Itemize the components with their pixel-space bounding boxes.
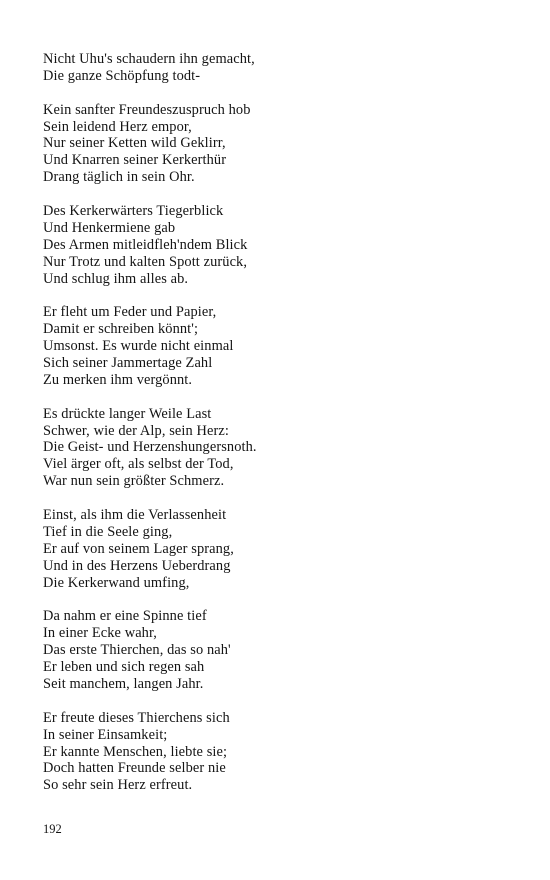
poem-line: Kein sanfter Freundeszuspruch hob <box>43 101 251 118</box>
poem-line: Zu merken ihm vergönnt. <box>43 371 193 388</box>
poem-line: Und Knarren seiner Kerkerthür <box>43 152 227 169</box>
poem-line: Tief in die Seele ging, <box>43 523 173 540</box>
poem-line: Seit manchem, langen Jahr. <box>43 675 204 692</box>
poem-line: Nur Trotz und kalten Spott zurück, <box>43 253 248 270</box>
poem-line: Die Geist- und Herzenshungersnoth. <box>43 439 257 456</box>
poem-line: Das erste Thierchen, das so nah' <box>43 642 231 659</box>
poem-line: Einst, als ihm die Verlassenheit <box>43 507 227 524</box>
page-number: 192 <box>43 822 62 836</box>
poem-line: Sich seiner Jammertage Zahl <box>43 355 213 372</box>
poem-line: Die Kerkerwand umfing, <box>43 574 190 591</box>
stanza-7 <box>43 608 503 692</box>
poem-line: Drang täglich in sein Ohr. <box>43 169 195 186</box>
poem-line: Da nahm er eine Spinne tief <box>43 608 207 625</box>
poem-line: Schwer, wie der Alp, sein Herz: <box>43 422 229 439</box>
poem-line: In seiner Einsamkeit; <box>43 726 168 743</box>
poem-line: Er kannte Menschen, liebte sie; <box>43 743 228 760</box>
stanza-2 <box>43 102 503 186</box>
poem-line: Er freute dieses Thierchens sich <box>43 709 230 726</box>
poem-line: Er fleht um Feder und Papier, <box>43 304 217 321</box>
poem-line: War nun sein größter Schmerz. <box>43 473 225 490</box>
poem-line: Nicht Uhu's schaudern ihn gemacht, <box>43 51 255 67</box>
poem-line: Viel ärger oft, als selbst der Tod, <box>43 456 234 473</box>
poem-line: Sein leidend Herz empor, <box>43 118 192 135</box>
poem-line: Er auf von seinem Lager sprang, <box>43 540 234 557</box>
poem-line: Und Henkermiene gab <box>43 219 176 236</box>
stanza-3 <box>43 203 503 287</box>
poem-line: Doch hatten Freunde selber nie <box>43 760 226 777</box>
stanza-5 <box>43 406 503 490</box>
stanza-4 <box>43 304 503 388</box>
poem-line: Die ganze Schöpfung todt- <box>43 67 201 84</box>
poem-line: Nur seiner Ketten wild Geklirr, <box>43 135 226 152</box>
stanza-8 <box>43 710 503 794</box>
poem-line: Damit er schreiben könnt'; <box>43 321 199 338</box>
poem-line: Es drückte langer Weile Last <box>43 405 212 422</box>
poem-line: In einer Ecke wahr, <box>43 625 157 642</box>
stanza-1 <box>43 51 503 85</box>
stanza-6 <box>43 507 503 591</box>
poem-line: Des Armen mitleidfleh'ndem Blick <box>43 236 248 253</box>
poem-line: Umsonst. Es wurde nicht einmal <box>43 338 234 355</box>
poem-line: Und in des Herzens Ueberdrang <box>43 557 231 574</box>
poem-text <box>43 51 503 811</box>
poem-line: Des Kerkerwärters Tiegerblick <box>43 203 224 220</box>
poem-line: So sehr sein Herz erfreut. <box>43 777 193 794</box>
poem-line: Und schlug ihm alles ab. <box>43 270 189 287</box>
poem-line: Er leben und sich regen sah <box>43 659 205 676</box>
